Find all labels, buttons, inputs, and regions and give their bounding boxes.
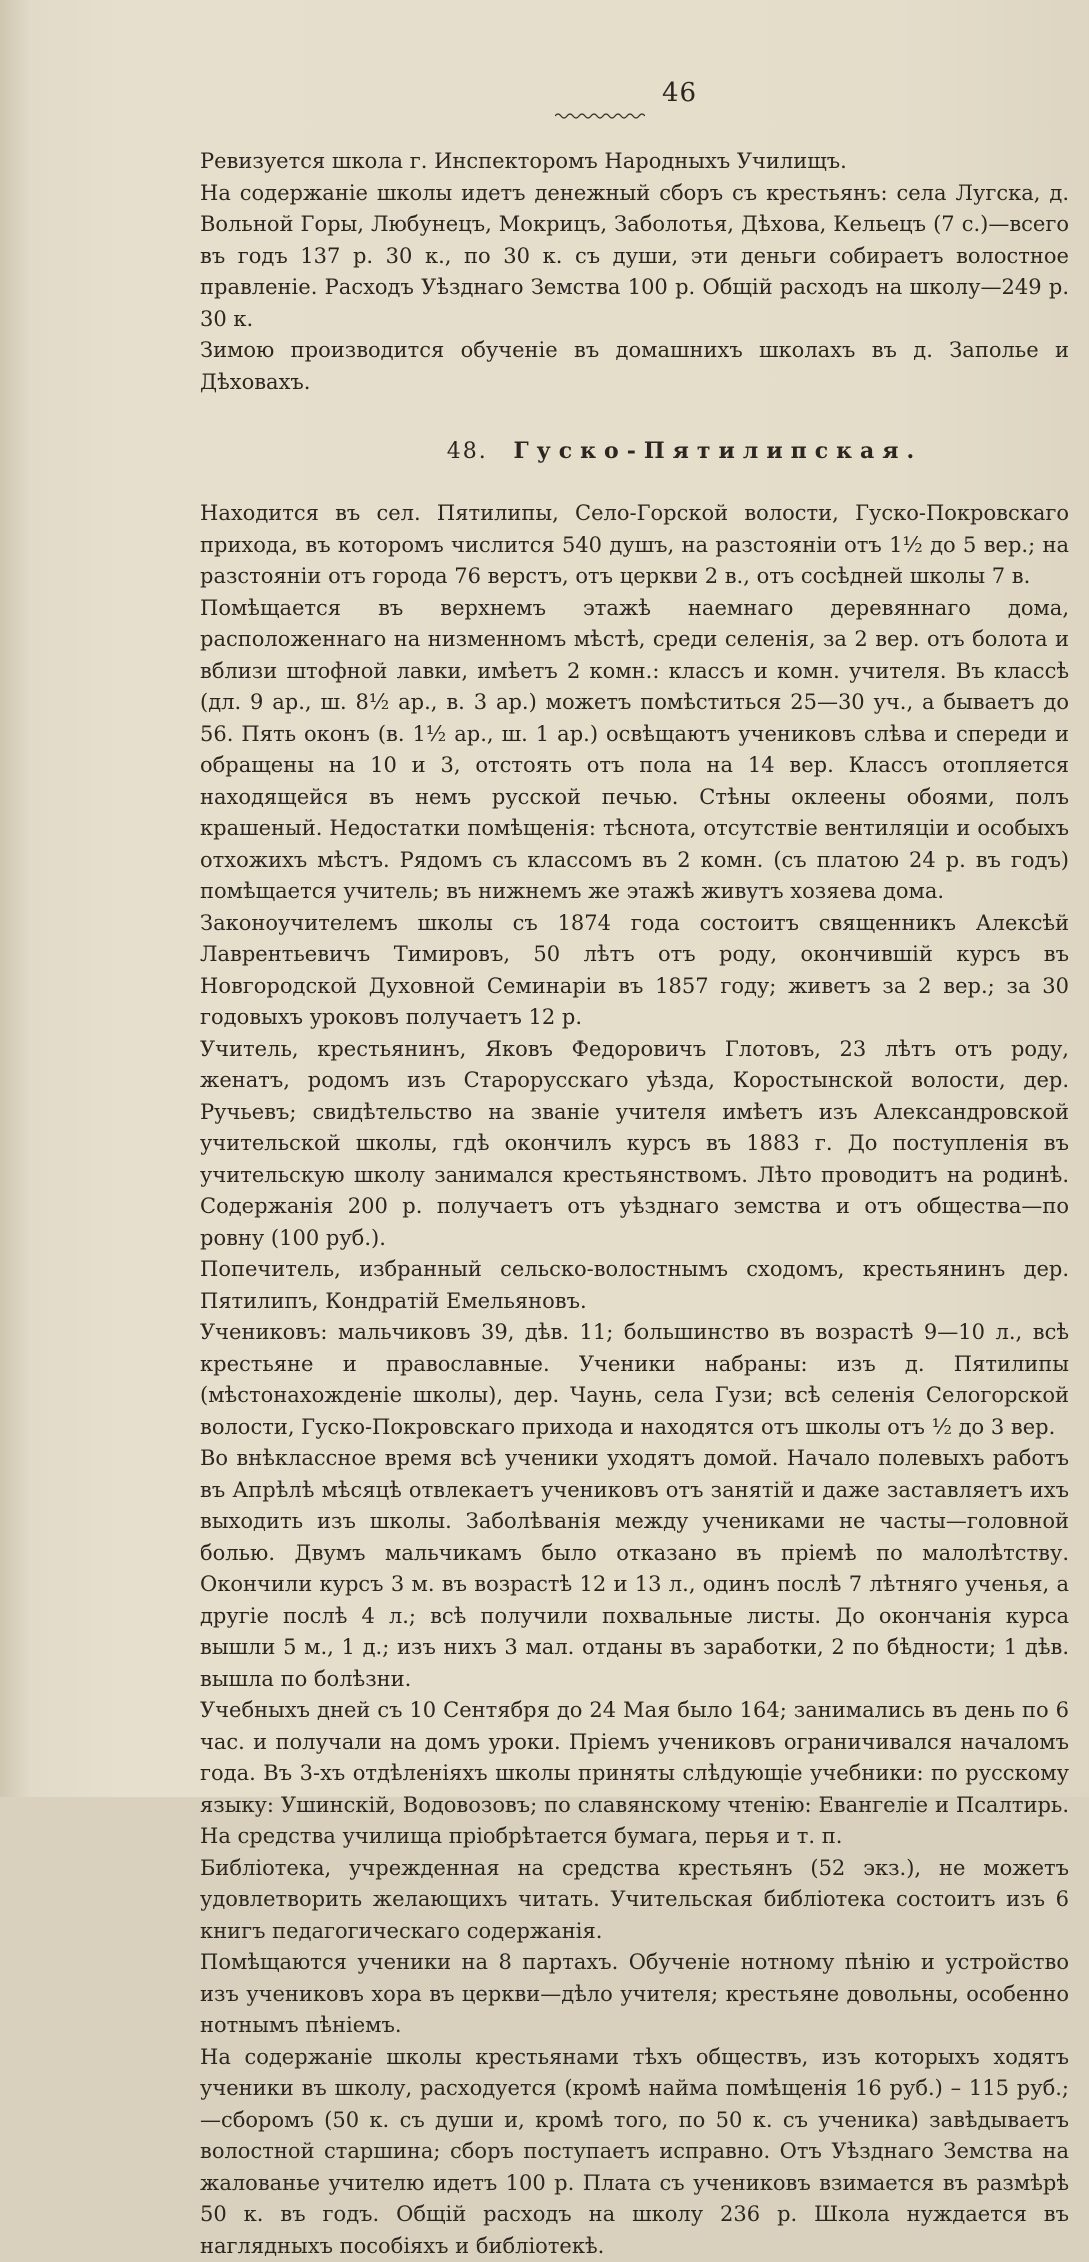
body-paragraph: Законоучителемъ школы съ 1874 года состоитъ священникъ Алексѣй Лаврентьевичъ Тимировъ, 50 лѣтъ отъ роду, окончившій курсъ въ Новгородской Духовной Семинаріи въ 1857 году; живетъ за 2 вер.; за 30 годовыхъ уроковъ получаетъ 12 р. [200,908,1069,1034]
section-number: 48. [447,439,488,464]
decorative-rule [555,112,645,120]
intro-paragraph: Ревизуется школа г. Инспекторомъ Народныхъ Училищъ. [200,146,1069,178]
body-paragraph: На содержаніе школы крестьянами тѣхъ обществъ, изъ которыхъ ходятъ ученики въ школу, расходуется (кромѣ найма помѣщенія 16 руб.) – 115 руб.;—сборомъ (50 к. съ души и, кромѣ того, по 50 к. съ ученика) завѣдываетъ волостной старшина; сборъ поступаетъ исправно. Отъ Уѣзднаго Земства на жалованье учителю идетъ 100 р. Плата съ учениковъ взимается въ размѣрѣ 50 к. въ годъ. Общій расходъ на школу 236 р. Школа нуждается въ наглядныхъ пособіяхъ и библіотекѣ. [200,2042,1069,2262]
page-number: 46 [290,78,1069,108]
body-paragraph: Во внѣклассное время всѣ ученики уходятъ домой. Начало полевыхъ работъ въ Апрѣлѣ мѣсяцѣ отвлекаетъ учениковъ отъ занятій и даже заставляетъ ихъ выходить изъ школы. Заболѣванія между учениками не часты—головной болью. Двумъ мальчикамъ было отказано въ пріемѣ по малолѣтству. Окончили курсъ 3 м. въ возрастѣ 12 и 13 л., одинъ послѣ 7 лѣтняго ученья, а другіе послѣ 4 л.; всѣ получили похвальные листы. До окончанія курса вышли 5 м., 1 д.; изъ нихъ 3 мал. отданы въ заработки, 2 по бѣдности; 1 дѣв. вышла по болѣзни. [200,1443,1069,1695]
section-heading [300,438,1069,464]
body-paragraph: Помѣщаются ученики на 8 партахъ. Обученіе нотному пѣнію и устройство изъ учениковъ хора въ церкви—дѣло учителя; крестьяне довольны, особенно нотнымъ пѣніемъ. [200,1947,1069,2042]
intro-paragraph: На содержаніе школы идетъ денежный сборъ съ крестьянъ: села Лугска, д. Вольной Горы, Любунецъ, Мокрицъ, Заболотья, Дѣхова, Кельецъ (7 с.)—всего въ годъ 137 р. 30 к., по 30 к. съ души, эти деньги собираетъ волостное правленіе. Расходъ Уѣзднаго Земства 100 р. Общій расходъ на школу—249 р. 30 к. [200,178,1069,336]
body-paragraph: Находится въ сел. Пятилипы, Село-Горской волости, Гуско-Покровскаго прихода, въ которомъ числится 540 душъ, на разстояніи отъ 1½ до 5 вер.; на разстояніи отъ города 76 верстъ, отъ церкви 2 в., отъ сосѣдней школы 7 в. [200,498,1069,593]
body-paragraph: Учениковъ: мальчиковъ 39, дѣв. 11; большинство въ возрастѣ 9—10 л., всѣ крестьяне и православные. Ученики набраны: изъ д. Пятилипы (мѣстонахожденіе школы), дер. Чаунь, села Гузи; всѣ селенія Селогорской волости, Гуско-Покровскаго прихода и находятся отъ школы отъ ½ до 3 вер. [200,1317,1069,1443]
section-body [200,498,1069,2262]
body-paragraph: Библіотека, учрежденная на средства крестьянъ (52 экз.), не можетъ удовлетворить желающихъ читать. Учительская библіотека состоитъ изъ 6 книгъ педагогическаго содержанія. [200,1853,1069,1948]
body-paragraph: Учитель, крестьянинъ, Яковъ Федоровичъ Глотовъ, 23 лѣтъ отъ роду, женатъ, родомъ изъ Старорусскаго уѣзда, Коростынской волости, дер. Ручьевъ; свидѣтельство на званіе учителя имѣетъ изъ Александровской учительской школы, гдѣ окончилъ курсъ въ 1883 г. До поступленія въ учительскую школу занимался крестьянствомъ. Лѣто проводитъ на родинѣ. Содержанія 200 р. получаетъ отъ уѣзднаго земства и отъ общества—по ровну (100 руб.). [200,1034,1069,1255]
intro-block [200,146,1069,398]
body-paragraph: Помѣщается въ верхнемъ этажѣ наемнаго деревяннаго дома, расположеннаго на низменномъ мѣстѣ, среди селенія, за 2 вер. отъ болота и вблизи штофной лавки, имѣетъ 2 комн.: классъ и комн. учителя. Въ классѣ (дл. 9 ар., ш. 8½ ар., в. 3 ар.) можетъ помѣститься 25—30 уч., а бываетъ до 56. Пять оконъ (в. 1½ ар., ш. 1 ар.) освѣщаютъ учениковъ слѣва и спереди и обращены на 10 и 3, отстоять отъ пола на 14 вер. Классъ отопляется находящейся въ немъ русской печью. Стѣны оклеены обоями, полъ крашеный. Недостатки помѣщенія: тѣснота, отсутствіе вентиляціи и особыхъ отхожихъ мѣстъ. Рядомъ съ классомъ въ 2 комн. (съ платою 24 р. въ годъ) помѣщается учитель; въ нижнемъ же этажѣ живутъ хозяева дома. [200,593,1069,908]
body-paragraph: Учебныхъ дней съ 10 Сентября до 24 Мая было 164; занимались въ день по 6 час. и получали на домъ уроки. Пріемъ учениковъ ограничивался началомъ года. Въ 3-хъ отдѣленіяхъ школы приняты слѣдующіе учебники: по русскому языку: Ушинскій, Водовозовъ; по славянскому чтенію: Евангеліе и Псалтирь. На средства училища пріобрѣтается бумага, перья и т. п. [200,1695,1069,1853]
intro-paragraph: Зимою производится обученіе въ домашнихъ школахъ въ д. Заполье и Дѣховахъ. [200,335,1069,398]
section-title: Гуско-Пятилипская. [513,438,922,464]
body-paragraph: Попечитель, избранный сельско-волостнымъ сходомъ, крестьянинъ дер. Пятилипъ, Кондратій Емельяновъ. [200,1254,1069,1317]
